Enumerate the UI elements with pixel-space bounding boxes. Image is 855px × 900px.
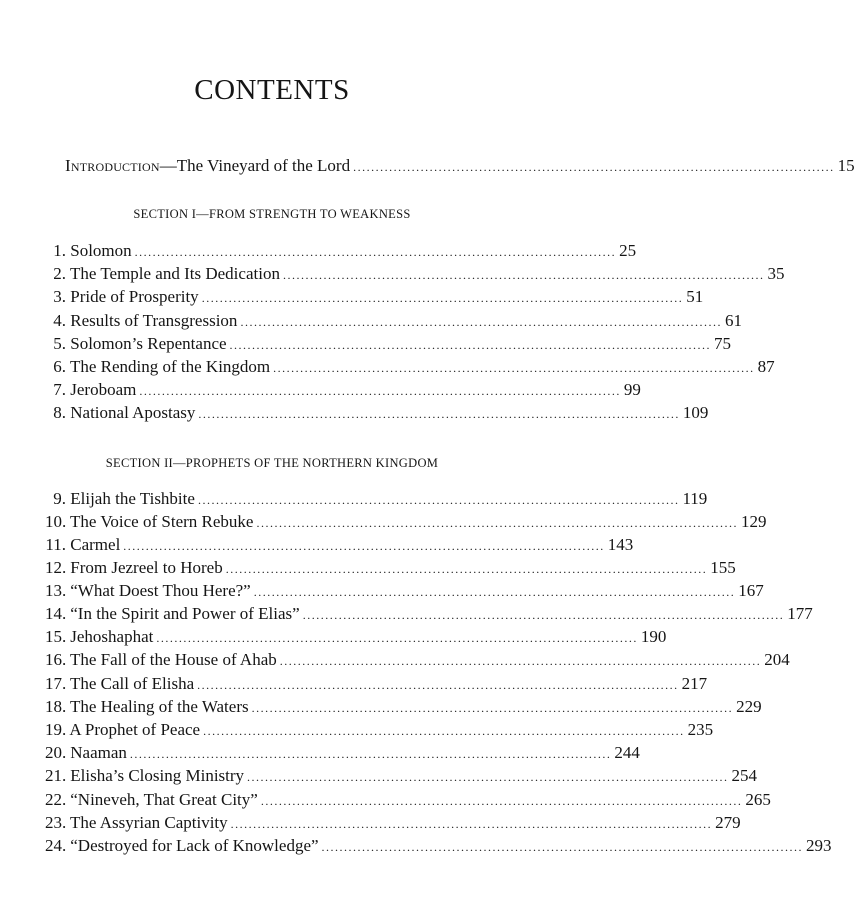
entry-title [65, 155, 350, 177]
toc-entry [50, 263, 785, 286]
dot-leader: ........................................................................................................... [229, 338, 712, 352]
page-number: 109 [682, 403, 709, 422]
page-number: 190 [640, 627, 667, 646]
chapter-number: 4. [53, 311, 66, 330]
chapter-number: 2. [53, 264, 66, 283]
chapter-title: Solomon [70, 241, 132, 260]
page-number: 167 [738, 581, 764, 600]
chapter-number: 20. [45, 743, 67, 762]
page-number: 87 [757, 357, 775, 376]
chapter-number: 7. [53, 380, 66, 399]
page-title: CONTENTS [194, 74, 350, 106]
page-number: 235 [687, 720, 714, 739]
page-number: 35 [767, 264, 785, 283]
chapter-title: “In the Spirit and Power of Elias” [70, 604, 300, 623]
chapter-number: 8. [53, 403, 66, 422]
chapter-number: 21. [45, 766, 67, 785]
chapter-title: The Call of Elisha [69, 674, 195, 693]
page-number: 229 [736, 697, 762, 716]
dot-leader: ........................................................................................................... [247, 770, 729, 784]
page-number: 15 [837, 156, 855, 175]
chapter-number: 22. [45, 790, 67, 809]
dot-leader: ........................................................................................................... [134, 245, 617, 259]
chapter-title: From Jezreel to Horeb [70, 558, 223, 577]
toc-entry [45, 835, 832, 858]
page-number: 119 [682, 489, 708, 508]
page-number: 129 [740, 512, 767, 531]
page-number: 61 [724, 311, 742, 330]
chapter-title: Elijah the Tishbite [70, 489, 195, 508]
page-number: 177 [787, 604, 813, 623]
chapter-number: 11. [45, 535, 66, 554]
page-number: 143 [607, 535, 634, 554]
page-number: 293 [806, 836, 832, 855]
toc-entry [50, 310, 742, 333]
dot-leader: ........................................................................................................... [197, 493, 680, 507]
chapter-title: Solomon’s Repentance [70, 334, 227, 353]
chapter-title: “Destroyed for Lack of Knowledge” [70, 836, 319, 855]
page-number: 244 [614, 743, 640, 762]
chapter-title: Pride of Prosperity [70, 287, 199, 306]
toc-entry [45, 534, 634, 557]
chapter-title: The Rending of the Kingdom [69, 357, 271, 376]
chapter-number: 5. [53, 334, 66, 353]
chapter-title: The Assyrian Captivity [69, 813, 228, 832]
chapter-title: The Temple and Its Dedication [69, 264, 280, 283]
chapter-number: 24. [45, 836, 67, 855]
toc-entry [45, 580, 764, 603]
toc-entry [45, 626, 667, 649]
toc-entry [50, 356, 775, 379]
page-number: 265 [745, 790, 771, 809]
dot-leader: ........................................................................................................... [353, 160, 835, 174]
toc-entry [45, 765, 758, 788]
introduction-title: The Vineyard of the Lord [176, 156, 351, 175]
chapter-title: The Fall of the House of Ahab [69, 650, 277, 669]
dot-leader: ........................................................................................................... [302, 608, 785, 622]
chapter-title: Naaman [70, 743, 127, 762]
chapter-number: 23. [45, 813, 67, 832]
chapter-number: 3. [53, 287, 66, 306]
introduction-dash: — [159, 156, 177, 175]
chapter-title: The Voice of Stern Rebuke [69, 512, 254, 531]
dot-leader: ........................................................................................................... [201, 291, 684, 305]
dot-leader: ........................................................................................................... [260, 794, 743, 808]
dot-leader: ........................................................................................................... [203, 724, 685, 738]
chapter-title: Elisha’s Closing Ministry [70, 766, 245, 785]
dot-leader: ........................................................................................................... [198, 407, 680, 421]
toc-entry [45, 488, 708, 511]
page-number: 99 [623, 380, 641, 399]
chapter-title: Jeroboam [70, 380, 137, 399]
chapter-number: 10. [45, 512, 67, 531]
chapter-number: 14. [45, 604, 67, 623]
chapter-number: 18. [45, 697, 67, 716]
chapter-title: National Apostasy [70, 403, 196, 422]
toc-entry [50, 286, 704, 309]
chapter-title: “What Doest Thou Here?” [70, 581, 251, 600]
dot-leader: ........................................................................................................... [321, 840, 804, 854]
page-number: 75 [714, 334, 732, 353]
toc-entry [45, 649, 790, 672]
page-number: 25 [619, 241, 637, 260]
dot-leader: ........................................................................................................... [225, 562, 708, 576]
page-number: 217 [681, 674, 708, 693]
chapter-number: 12. [45, 558, 67, 577]
chapter-number: 15. [45, 627, 67, 646]
chapter-number: 13. [45, 581, 67, 600]
toc-entry [45, 719, 714, 742]
dot-leader: ........................................................................................................... [230, 817, 713, 831]
dot-leader: ........................................................................................................... [256, 516, 738, 530]
chapter-title: A Prophet of Peace [69, 720, 201, 739]
toc-entry [45, 696, 762, 719]
section-heading: SECTION II—PROPHETS OF THE NORTHERN KINGDOM [105, 456, 439, 470]
chapter-number: 1. [53, 241, 66, 260]
dot-leader: ........................................................................................................... [156, 631, 638, 645]
dot-leader: ........................................................................................................... [273, 361, 755, 375]
dot-leader: ........................................................................................................... [253, 585, 736, 599]
toc-entry [45, 557, 736, 580]
page-number: 204 [764, 650, 790, 669]
introduction-label: Introduction [65, 156, 160, 175]
dot-leader: ........................................................................................................... [282, 268, 765, 282]
toc-entry [50, 379, 641, 402]
dot-leader: ........................................................................................................... [139, 384, 621, 398]
toc-entry [50, 333, 732, 356]
toc-entry [45, 673, 708, 696]
toc-entry-introduction [65, 155, 855, 178]
page-number: 155 [710, 558, 736, 577]
chapter-title: The Healing of the Waters [69, 697, 249, 716]
chapter-title: Results of Transgression [70, 311, 238, 330]
toc-entry [45, 812, 741, 835]
dot-leader: ........................................................................................................... [129, 747, 612, 761]
chapter-number: 17. [45, 674, 67, 693]
toc-entry [50, 402, 709, 425]
chapter-title: “Nineveh, That Great City” [70, 790, 258, 809]
page-number: 51 [686, 287, 704, 306]
chapter-title: Jehoshaphat [70, 627, 154, 646]
toc-entry [45, 742, 640, 765]
dot-leader: ........................................................................................................... [123, 539, 605, 553]
chapter-number: 9. [53, 489, 66, 508]
toc-entry [45, 789, 771, 812]
toc-entry [45, 511, 767, 534]
chapter-number: 19. [45, 720, 67, 739]
page-number: 254 [731, 766, 758, 785]
page-number: 279 [715, 813, 741, 832]
toc-entry [50, 240, 637, 263]
dot-leader: ........................................................................................................... [279, 654, 762, 668]
toc-entry [45, 603, 813, 626]
dot-leader: ........................................................................................................... [240, 315, 722, 329]
chapter-title: Carmel [70, 535, 121, 554]
dot-leader: ........................................................................................................... [197, 678, 679, 692]
chapter-number: 16. [45, 650, 67, 669]
chapter-number: 6. [53, 357, 66, 376]
section-heading: SECTION I—FROM STRENGTH TO WEAKNESS [133, 207, 411, 221]
dot-leader: ........................................................................................................... [251, 701, 734, 715]
